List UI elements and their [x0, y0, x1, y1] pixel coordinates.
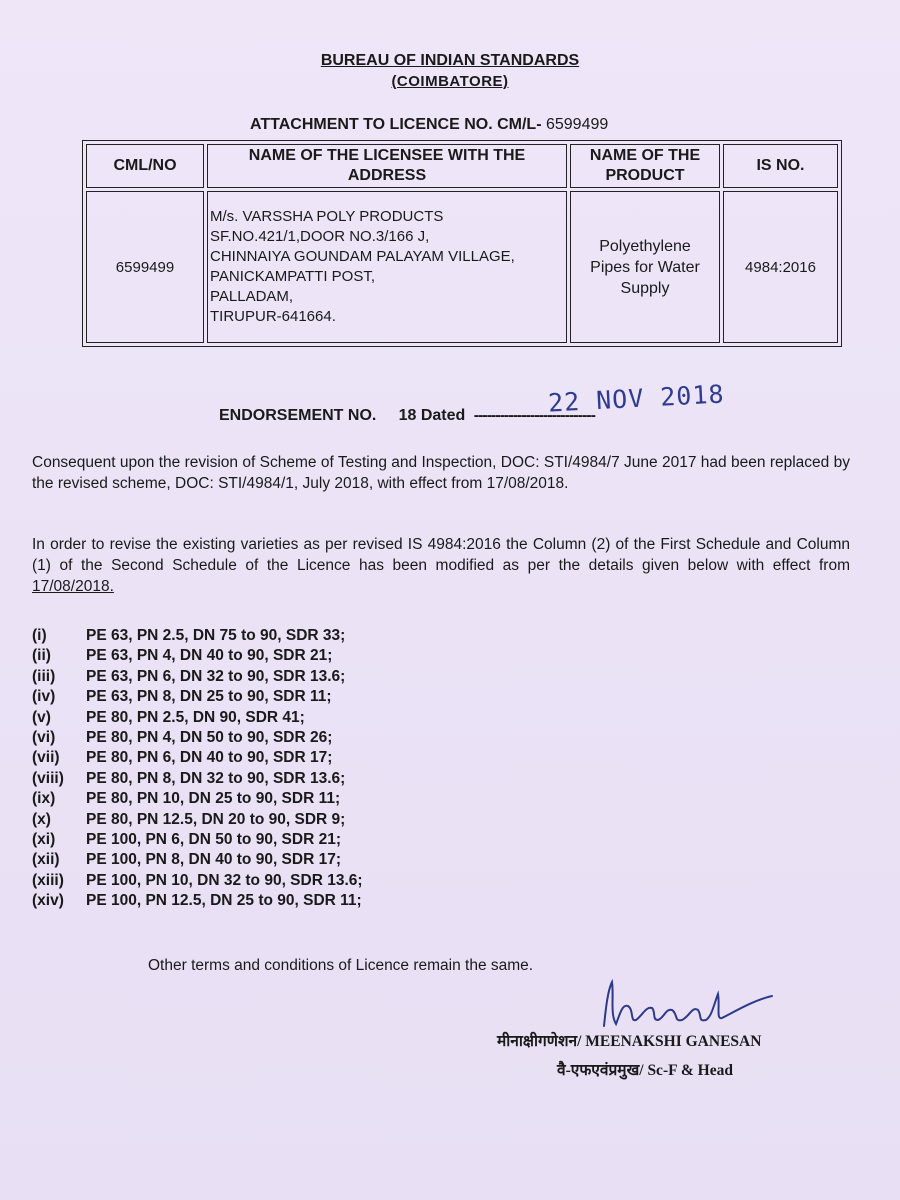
variety-number: (vi)	[32, 728, 56, 746]
variety-item	[32, 789, 363, 809]
product-line: Supply	[620, 279, 670, 297]
table-row	[86, 191, 838, 343]
variety-text: PE 80, PN 12.5, DN 20 to 90, SDR 9;	[86, 810, 346, 828]
signatory-name: मीनाक्षीगणेशन/ MEENAKSHI GANESAN	[497, 1033, 762, 1050]
variety-text: PE 100, PN 10, DN 32 to 90, SDR 13.6;	[86, 871, 363, 889]
header-cml-no: CML/NO	[86, 144, 204, 188]
header-is-no: IS NO.	[723, 144, 838, 188]
revision-paragraph: Consequent upon the revision of Scheme of Testing and Inspection, DOC: STI/4984/7 June 2017 had been replaced by the revised scheme, DOC: STI/4984/1, July 2018, with effect from 17/08/2018.	[32, 454, 850, 492]
variety-item	[32, 810, 363, 830]
product-cell	[570, 191, 720, 343]
variety-item	[32, 667, 363, 687]
variety-item	[32, 871, 363, 891]
product-line: Pipes for Water	[590, 258, 700, 276]
variety-text: PE 63, PN 4, DN 40 to 90, SDR 21;	[86, 647, 333, 665]
date-stamp: 22 NOV 2018	[547, 379, 726, 418]
variety-number: (xiii)	[32, 871, 64, 889]
variety-text: PE 80, PN 6, DN 40 to 90, SDR 17;	[86, 749, 333, 767]
branch-heading: (COIMBATORE)	[391, 73, 509, 90]
variety-text: PE 80, PN 2.5, DN 90, SDR 41;	[86, 708, 305, 726]
variety-text: PE 63, PN 8, DN 25 to 90, SDR 11;	[86, 688, 332, 706]
effective-date: 17/08/2018.	[32, 578, 114, 595]
handwritten-signature	[594, 976, 784, 1032]
variety-text: PE 100, PN 6, DN 50 to 90, SDR 21;	[86, 830, 341, 848]
address-line: PANICKAMPATTI POST,	[210, 268, 376, 285]
endorsement-line	[219, 407, 595, 425]
address-line: TIRUPUR-641664.	[210, 308, 336, 325]
closing-statement: Other terms and conditions of Licence remain the same.	[148, 957, 534, 974]
licence-table	[82, 140, 842, 347]
variety-number: (viii)	[32, 769, 64, 787]
variety-number: (vii)	[32, 749, 60, 767]
variety-number: (v)	[32, 708, 51, 726]
variety-item	[32, 891, 363, 911]
variety-number: (i)	[32, 627, 47, 644]
licence-number: 6599499	[545, 116, 609, 133]
variety-item	[32, 830, 363, 850]
cml-no-cell: 6599499	[86, 191, 204, 343]
variety-item	[32, 748, 363, 768]
header-licensee: NAME OF THE LICENSEE WITH THE ADDRESS	[207, 144, 567, 188]
address-line: CHINNAIYA GOUNDAM PALAYAM VILLAGE,	[210, 248, 515, 265]
attachment-title	[250, 116, 608, 134]
address-line: SF.NO.421/1,DOOR NO.3/166 J,	[210, 228, 430, 245]
variety-item	[32, 769, 363, 789]
address-line: PALLADAM,	[210, 288, 294, 305]
is-no-cell: 4984:2016	[723, 191, 838, 343]
org-heading: BUREAU OF INDIAN STANDARDS	[320, 52, 580, 69]
attachment-label: ATTACHMENT TO LICENCE NO. CM/L-	[250, 116, 542, 133]
variety-number: (xiv)	[32, 892, 64, 910]
table-header-row	[86, 144, 838, 188]
variety-number: (iv)	[32, 688, 56, 706]
address-line: M/s. VARSSHA POLY PRODUCTS	[210, 208, 444, 225]
variety-number: (xii)	[32, 851, 60, 869]
variety-text: PE 100, PN 12.5, DN 25 to 90, SDR 11;	[86, 892, 362, 910]
variety-item	[32, 850, 363, 870]
licensee-address-cell	[207, 191, 567, 343]
variety-text: PE 63, PN 6, DN 32 to 90, SDR 13.6;	[86, 667, 346, 685]
dated-label: Dated	[420, 407, 466, 424]
header-product: NAME OF THE PRODUCT	[570, 144, 720, 188]
date-blank-line: ----------------------------	[473, 407, 595, 424]
variety-number: (ii)	[32, 647, 51, 665]
variety-number: (xi)	[32, 830, 56, 848]
variety-number: (iii)	[32, 667, 56, 685]
variety-number: (ix)	[32, 790, 56, 808]
product-line: Polyethylene	[599, 237, 691, 255]
variety-number: (x)	[32, 810, 51, 828]
variety-item	[32, 687, 363, 707]
variety-text: PE 80, PN 10, DN 25 to 90, SDR 11;	[86, 790, 341, 808]
signatory-designation: वै-एफएवंप्रमुख/ Sc-F & Head	[557, 1062, 733, 1079]
variety-item	[32, 708, 363, 728]
varieties-list	[32, 626, 363, 911]
endorsement-number: 18	[398, 407, 417, 424]
endorsement-label: ENDORSEMENT NO.	[219, 407, 377, 424]
variety-text: PE 80, PN 8, DN 32 to 90, SDR 13.6;	[86, 769, 346, 787]
modification-paragraph	[32, 534, 850, 597]
modification-text: In order to revise the existing varieties as per revised IS 4984:2016 the Column (2) of the First Schedule and Column (1) of the Second Schedule of the Licence has been modified as per the details given below with effect from	[32, 536, 850, 574]
variety-item	[32, 728, 363, 748]
variety-item	[32, 626, 363, 646]
variety-text: PE 63, PN 2.5, DN 75 to 90, SDR 33;	[86, 627, 346, 644]
variety-text: PE 80, PN 4, DN 50 to 90, SDR 26;	[86, 728, 333, 746]
variety-item	[32, 646, 363, 666]
variety-text: PE 100, PN 8, DN 40 to 90, SDR 17;	[86, 851, 341, 869]
